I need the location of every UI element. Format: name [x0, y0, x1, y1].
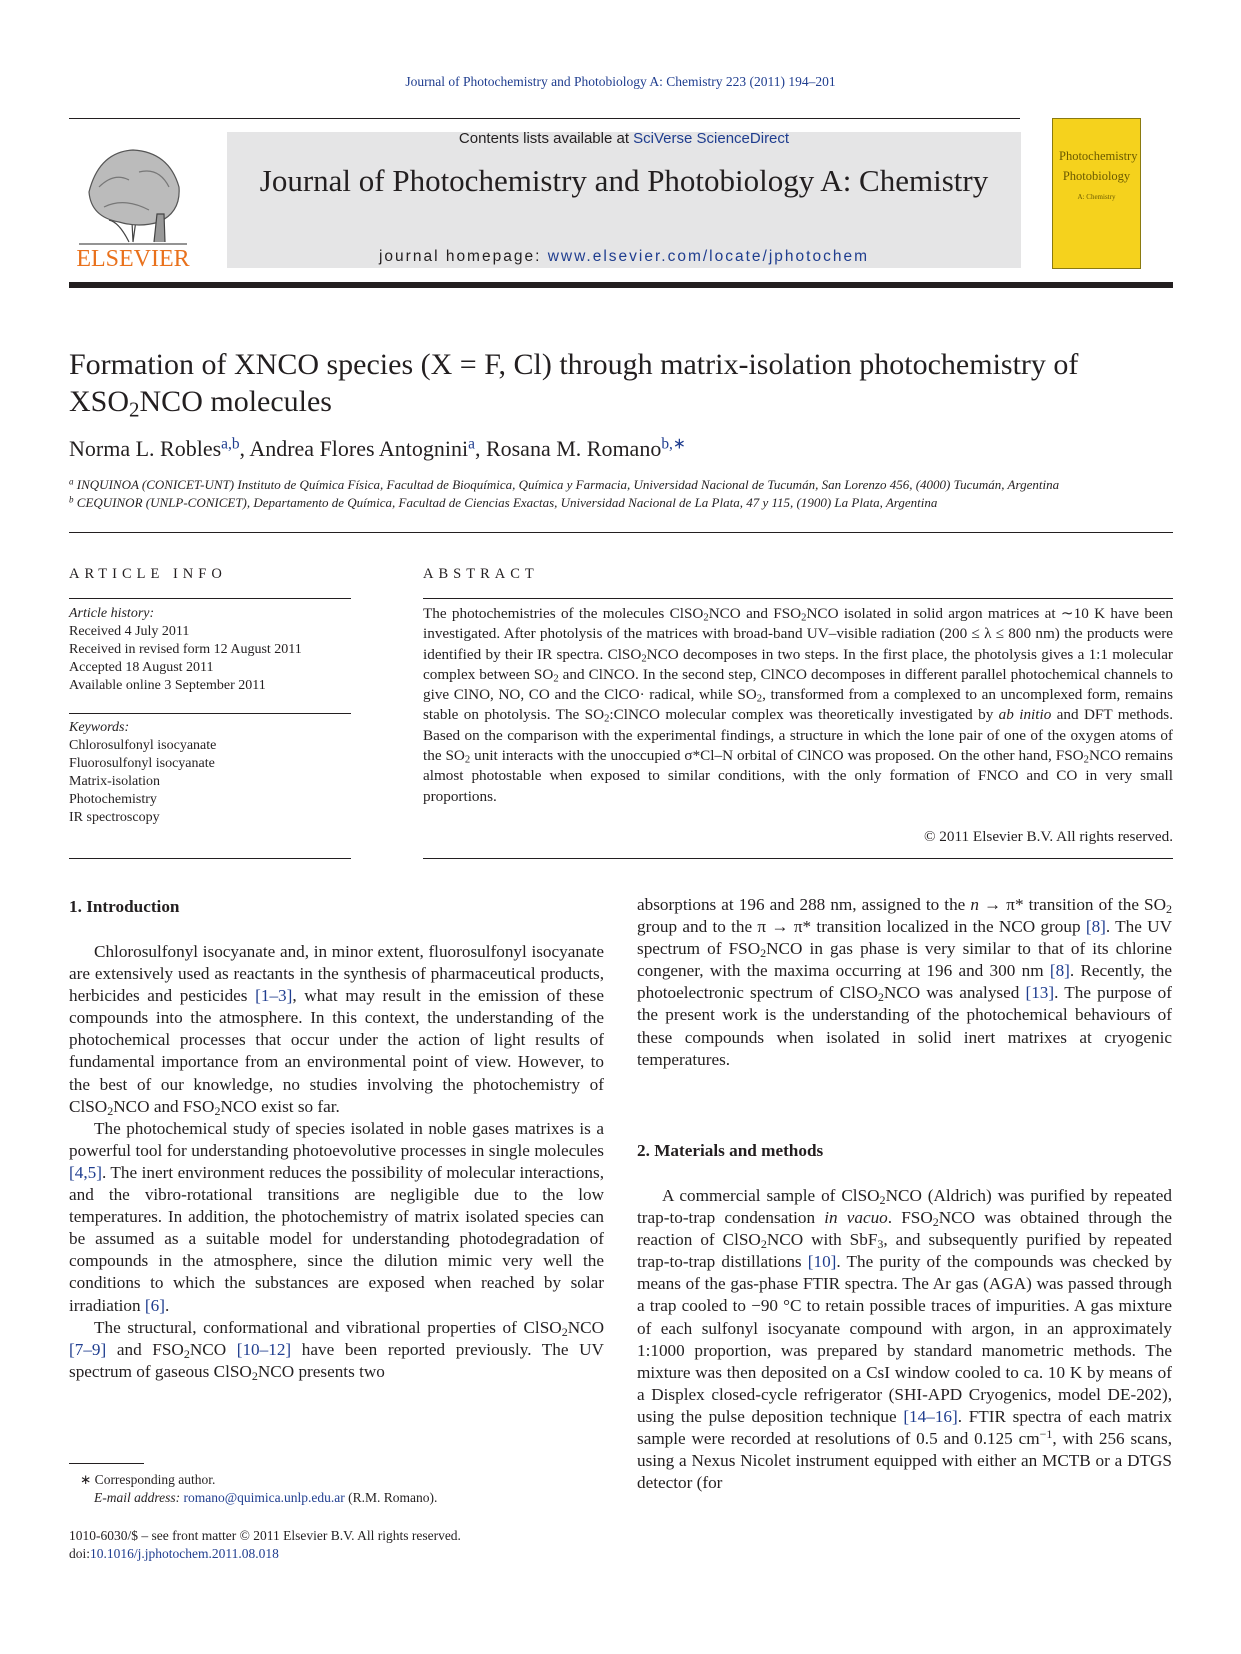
citation-link[interactable]: [8] [1049, 961, 1070, 981]
footnote-rule [69, 1463, 144, 1464]
article-history [69, 605, 351, 695]
author-name: Rosana M. Romano [485, 436, 662, 461]
header-thick-rule [69, 282, 1173, 288]
front-matter-line: 1010-6030/$ – see front matter © 2011 Elsevier B.V. All rights reserved. [69, 1528, 461, 1543]
citation-link[interactable]: [10] [807, 1252, 837, 1272]
cover-line-3: A: Chemistry [1077, 193, 1116, 201]
homepage-prefix: journal homepage: [378, 248, 548, 265]
citation-link[interactable]: [6] [144, 1295, 165, 1315]
author-affil-mark[interactable]: a [468, 435, 475, 453]
email-suffix: (R.M. Romano). [344, 1490, 438, 1505]
contents-line [227, 130, 1021, 147]
keywords [69, 719, 351, 827]
article-title: Formation of XNCO species (X = F, Cl) through matrix-isolation photochemistry of $XSO_2NCO$ molecules [69, 348, 1079, 422]
author-name: Andrea Flores Antognini [249, 436, 469, 461]
citation-link[interactable]: [13] [1025, 983, 1055, 1003]
section-rule [69, 532, 1173, 533]
abstract-text: The photochemistries of the molecules ClSO$_2$NCO and $FSO_2NCO$ isolated in solid argon matrices at ∼10 K have been investigated. After photolysis of the matrices with broad-band UV–visible radiation (200 ≤ λ ≤ 800 nm) the products were identified by their IR spectra. ClSO$_2$NCO decomposes in two steps. In the first place, the photolysis gives a 1:1 molecular complex between $SO_2$ and ClNCO. In the second step, ClNCO decomposes in different parallel photochemical channels to give ClNO, NO, CO and the ClCO· radical, while $SO_2$, transformed from a complexed to an uncomplexed form, remains stable on photolysis. The $SO_2:ClNCO$ molecular complex was theoretically investigated by ab initio and DFT methods. Based on the comparison with the experimental findings, a structure in which the lone pair of one of the oxygen atoms of the $SO_2$ unit interacts with the unoccupied σ*Cl–N orbital of ClNCO was proposed. On the other hand, $FSO_2NCO$ remains almost photostable when exposed to similar conditions, with the only formation of FNCO and CO in very small proportions. [423, 605, 1174, 805]
corresponding-author: ∗ Corresponding author. [80, 1472, 216, 1487]
homepage-line [227, 248, 1021, 266]
author-affil-mark[interactable]: b,∗ [661, 435, 686, 453]
history-item: Received 4 July 2011 [69, 624, 190, 639]
info-rule [69, 858, 351, 859]
abstract-copyright: © 2011 Elsevier B.V. All rights reserved. [923, 828, 1173, 845]
keyword: Chlorosulfonyl isocyanate [69, 738, 217, 753]
keyword: IR spectroscopy [69, 810, 160, 825]
abstract-rule [423, 858, 1173, 859]
keyword: Matrix-isolation [69, 774, 160, 789]
intro-body: Chlorosulfonyl isocyanate and, in minor extent, fluorosulfonyl isocyanate are extensively used as reactants in the synthesis of pharmaceutical products, herbicides and pesticides [1–3], what may result in the emission of these compounds into the atmosphere. In this context, the understanding of the photochemical processes that occur under the action of light results of fundamental importance from an environmental point of view. However, to the best of our knowledge, no studies involving the photochemistry of ClSO$_2$NCO and $FSO_2NCO$ exist so far. The photochemical study of species isolated in noble gases matrixes is a powerful tool for understanding photoevolutive processes in single molecules [4,5]. The inert environment reduces the possibility of molecular interactions, and the vibro-rotational transitions are negligible due to the low temperatures. In addition, the photochemistry of matrix isolated species can be assumed as a suitable model for understanding photodegradation of compounds in the atmosphere, since the dilution mimic very well the conditions to which the substances are exposed when reached by solar irradiation [6]. The structural, conformational and vibrational properties of ClSO$_2$NCO [7–9] and $FSO_2NCO$ [10–12] have been reported previously. The UV spectrum of gaseous ClSO$_2$NCO presents two [69, 942, 604, 1383]
journal-reference[interactable]: Journal of Photochemistry and Photobiology A: Chemistry 223 (2011) 194–201 [405, 74, 836, 89]
front-matter [69, 1527, 589, 1563]
doi-link[interactable]: 10.1016/j.jphotochem.2011.08.018 [90, 1546, 279, 1561]
citation-link[interactable]: [1–3] [255, 986, 293, 1006]
citation-link[interactable]: [4,5] [69, 1162, 102, 1182]
abstract-rule [423, 598, 1173, 599]
info-rule [69, 598, 351, 599]
svg-text:ELSEVIER: ELSEVIER [76, 246, 190, 272]
keyword: Photochemistry [69, 792, 157, 807]
intro-body-continued: absorptions at 196 and 288 nm, assigned to the n → π* transition of the $SO_2$ group and to the π → π* transition localized in the NCO group [8]. The UV spectrum of $FSO_2NCO$ in gas phase is very similar to that of its chlorine congener, with the maxima occurring at 196 and 300 nm [8]. Recently, the photoelectronic spectrum of ClSO$_2$NCO was analysed [13]. The purpose of the present work is the understanding of the photochemical behaviours of these compounds when isolated in solid inert matrixes at cryogenic temperatures. [637, 895, 1172, 1069]
cover-line-1: Photochemistry [1059, 149, 1138, 163]
footnote [80, 1471, 580, 1507]
journal-cover [1052, 118, 1141, 269]
journal-title: Journal of Photochemistry and Photobiology A: Chemistry [259, 163, 989, 198]
citation-link[interactable]: [10–12] [236, 1339, 292, 1359]
article-info-heading: ARTICLE INFO [69, 566, 227, 582]
email-label: E-mail address: [94, 1490, 184, 1505]
citation-link[interactable]: [7–9] [69, 1339, 107, 1359]
methods-body: A commercial sample of ClSO$_2$NCO (Aldrich) was purified by repeated trap-to-trap condensation in vacuo. $FSO_2NCO$ was obtained through the reaction of ClSO$_2$NCO with SbF$_3$, and subsequently purified by repeated trap-to-trap distillations [10]. The purity of the compounds was checked by means of the gas-phase FTIR spectra. The Ar gas (AGA) was passed through a trap cooled to −90 °C to retain possible traces of impurities. A gas mixture of each sulfonyl isocyanate compound with argon, in an approximately 1:1000 proportion, was prepared by standard manometric methods. The mixture was then deposited on a CsI window cooled to ca. 10 K by means of a Displex closed-cycle refrigerator (SHI-APD Cryogenics, model DE-202), using the pulse deposition technique [14–16]. FTIR spectra of each matrix sample were recorded at resolutions of 0.5 and 0.125 $cm^{-1}$, with 256 scans, using a Nexus Nicolet instrument equipped with either an MCTB or a DTGS detector (for [637, 1186, 1173, 1493]
cover-line-2: Photobiology [1062, 169, 1131, 183]
author-name: Norma L. Robles [69, 436, 222, 461]
contents-prefix: Contents lists available at [458, 130, 634, 147]
history-item: Accepted 18 August 2011 [69, 660, 214, 675]
keywords-label: Keywords: [69, 720, 130, 735]
homepage-link[interactable]: www.elsevier.com/locate/jphotochem [547, 248, 869, 265]
methods-heading: 2. Materials and methods [637, 1141, 824, 1160]
info-rule [69, 713, 351, 714]
intro-heading: 1. Introduction [69, 897, 180, 916]
header-rule [69, 118, 1020, 119]
sciencedirect-link[interactable]: SciVerse ScienceDirect [633, 130, 790, 147]
affiliation-a: $^a$ INQUINOA (CONICET-UNT) Instituto de Química Física, Facultad de Bioquímica, Química y Farmacia, Universidad Nacional de Tucumán, San Lorenzo 456, (4000) Tucumán, Argentina [69, 476, 1060, 492]
history-item: Received in revised form 12 August 2011 [69, 642, 302, 657]
keyword: Fluorosulfonyl isocyanate [69, 756, 215, 771]
citation-link[interactable]: [8] [1085, 917, 1106, 937]
email-link[interactable]: romano@quimica.unlp.edu.ar [183, 1490, 345, 1505]
elsevier-logo [69, 132, 197, 272]
history-label: Article history: [69, 606, 155, 621]
author-list: Norma L. Robles$^{a,b}$, Andrea Flores Antognini$^a$, Rosana M. Romano$^{b,∗}$ [69, 435, 686, 461]
author-affil-mark[interactable]: a,b [221, 435, 240, 453]
affiliation-b: $^b$ CEQUINOR (UNLP-CONICET), Departamento de Química, Facultad de Ciencias Exactas, Universidad Nacional de La Plata, 47 y 115, (1900) La Plata, Argentina [69, 494, 938, 510]
affiliations [69, 476, 1179, 512]
history-item: Available online 3 September 2011 [69, 678, 266, 693]
abstract-heading: ABSTRACT [423, 566, 539, 582]
doi-label: doi: [69, 1546, 91, 1561]
citation-link[interactable]: [14–16] [903, 1406, 958, 1426]
